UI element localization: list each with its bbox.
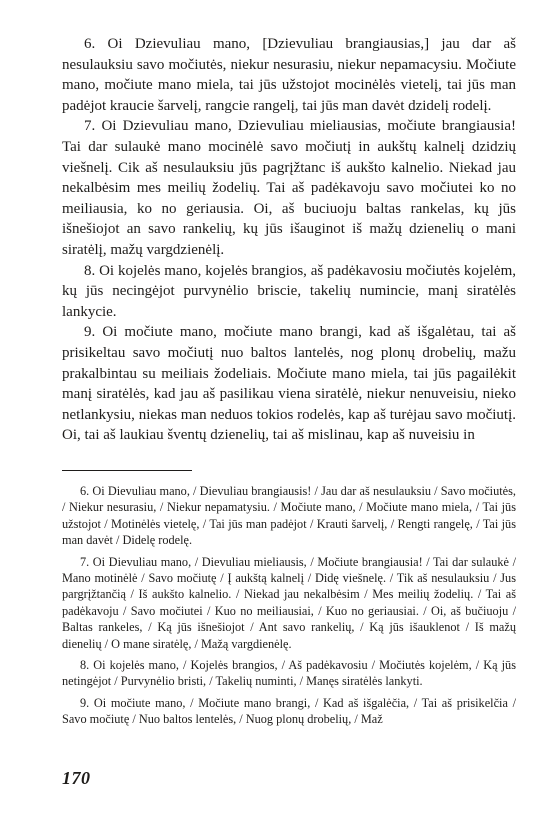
footnote-6: 6. Oi Dievuliau mano, / Dievuliau brangiausis! / Jau dar aš nesulauksiu / Savo močiutės, / Niekur nesurasiu, / Niekur nepamatysiu. / Močiute mano, / Močiute mano miela, / Tai jūs užstojot / Motinėlės vietelę, / Tai jūs man padėjot / Krauti šarvelį, / Rengti rangelę, / Tai jūs man davėt / Didelę rodelę. xyxy=(62,484,516,548)
footnote-divider xyxy=(62,470,192,471)
paragraph-6: 6. Oi Dzievuliau mano, [Dzievuliau brangiausias,] jau dar aš nesulauksiu savo močiutės, niekur nesurasiu, niekur nepamacysiu. Močiute mano, močiute mano miela, tai jūs užstojot mocinėlės vietelį, tai jūs man padėjot kraucie šarvelį, rangcie rangelį, tai jūs man davėt dzidelį rodelį. xyxy=(62,36,516,114)
paragraph-8: 8. Oi kojelės mano, kojelės brangios, aš padėkavosiu močiutės kojelėm, kų jūs necingėjot purvynėlio briscie, takelių numincie, manį siratėlės lankycie. xyxy=(62,262,516,320)
paragraph-7: 7. Oi Dzievuliau mano, Dzievuliau mieliausias, močiute brangiausia! Tai dar sulaukė mano mocinėlė savo močiutį in aukštų kalnelį dzidzių viešnelį. Cik aš nesulauksiu jūs pagrįžtanc iš aukšto kalnelio. Niekad jau nekalbėsim mes meilių žodelių. Tai aš padėkavoju savo močiutei ko no meiliausia, ko no geriausia. Oi, aš buciuoju baltas rankelas, kų jūs išnešiojot an savo rankelių, kų jūs išauginot iš mažų dzienelių o mani siratėlį, mažų vargdzienėlį. xyxy=(62,118,516,258)
page-number: 170 xyxy=(62,768,91,788)
footnotes-block xyxy=(62,483,516,733)
footnote-9: 9. Oi močiute mano, / Močiute mano brangi, / Kad aš išgalėčia, / Tai aš prisikelčia / Savo močiutę / Nuo baltos lentelės, / Nuog plonų drobelių, / Maž xyxy=(62,695,516,727)
footnote-7: 7. Oi Dievuliau mano, / Dievuliau mieliausis, / Močiute brangiausia! / Tai dar sulaukė / Mano motinėlė / Savo močiutę / Į aukštą kalnelį / Didę viešnelę. / Tik aš nesulauksiu / Jus pargrįžtančią / Iš aukšto kalnelio. / Niekad jau nekalbėsim / Mes meilių žodelių. / Tai aš padėkavoju / Savo močiutei / Kuo no meiliausiai, / Kuo no geriausiai. / Oi, aš bučiuoju / Baltas rankeles, / Ką jūs išnešiojot / Ant savo rankelių, / Ką jūs išauklenot / Iš mažų dienelių / O mane siratėlę, / Mažą vargdienėlę. xyxy=(62,554,516,651)
main-text-block xyxy=(62,34,516,446)
paragraph-9: 9. Oi močiute mano, močiute mano brangi, kad aš išgalėtau, tai aš prisikeltau savo močiutį nuo baltos lantelės, nog plonų drobelių, mažu prakalbintau su meiliais žodeliais. Močiute mano miela, tai jūs pagailėkit manį siratėlės, kad jau aš pasilikau viena siratėlė, niekur nenuveisiu, nieko netlankysiu, niekas man neduos tokios rodelės, kap aš turėjau savo močiutį. Oi, tai aš laukiau šventų dzienelių, tai aš mislinau, kap aš nuveisiu in xyxy=(62,324,516,444)
footnote-8: 8. Oi kojelės mano, / Kojelės brangios, / Aš padėkavosiu / Močiutės kojelėm, / Ką jūs netingėjot / Purvynėlio bristi, / Takelių numinti, / Manęs siratėlės lankyti. xyxy=(62,658,516,689)
